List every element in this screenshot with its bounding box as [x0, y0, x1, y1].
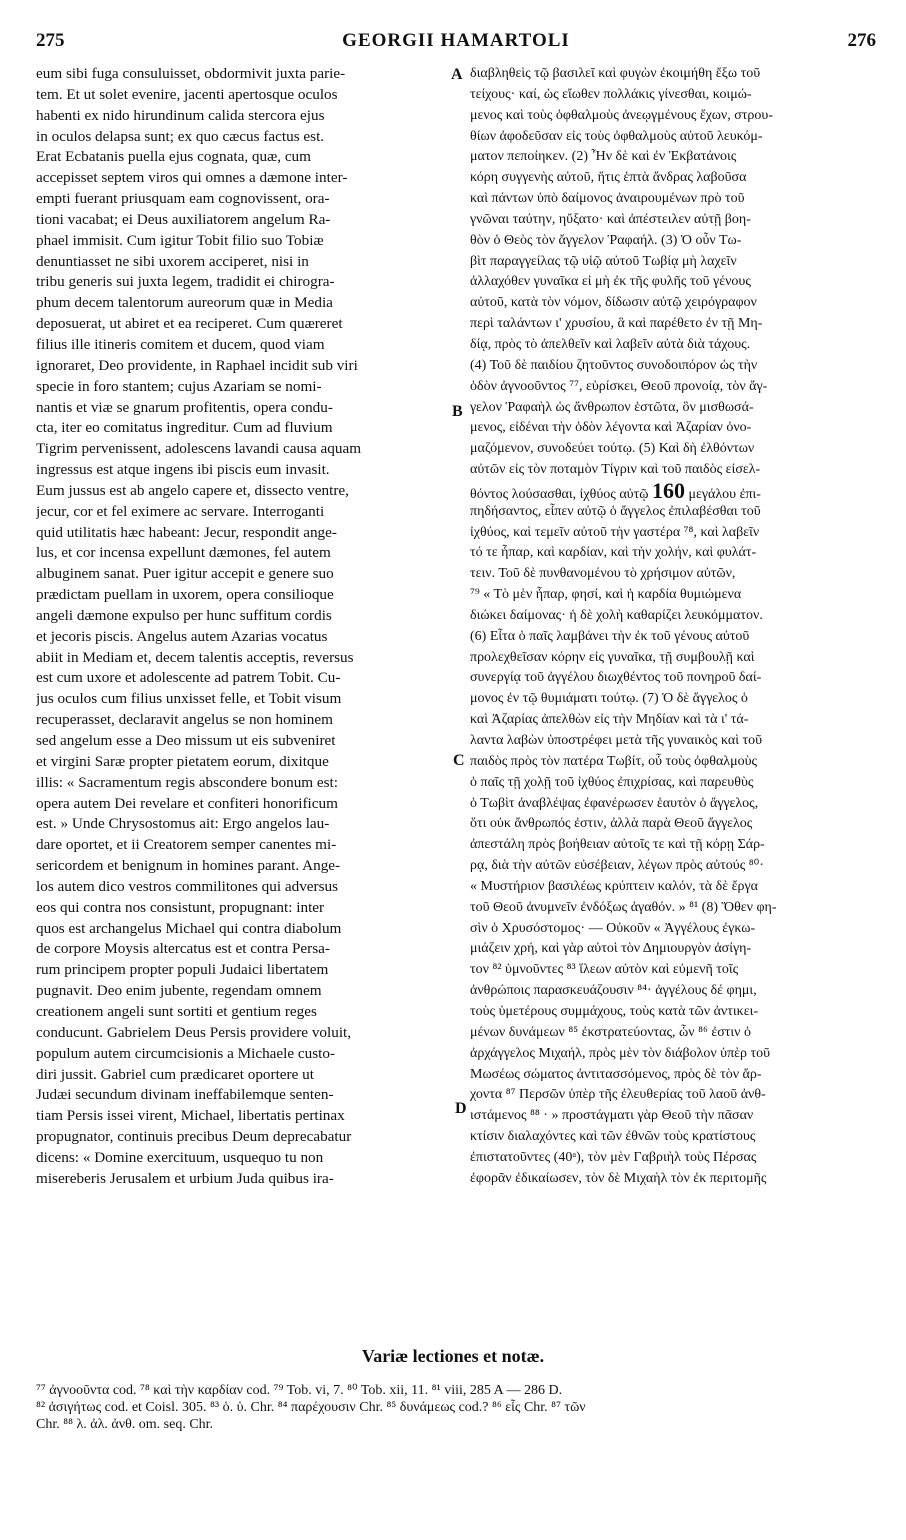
latin-text-line: eum sibi fuga consuluisset, obdormivit juxta parie-	[36, 65, 346, 82]
inline-page-number: 160	[651, 480, 685, 502]
greek-text-line: ὁ παῖς τῇ χολῇ τοῦ ἰχθύος ἐπιχρίσας, καὶ παρευθὺς	[470, 774, 754, 790]
running-title: GEORGII HAMARTOLI	[342, 30, 570, 51]
greek-text-line: (4) Τοῦ δὲ παιδίου ζητοῦντος συνοδοιπόρον ὡς τὴν	[470, 357, 758, 373]
latin-text-line: est. » Unde Chrysostomus ait: Ergo angelos lau-	[36, 815, 330, 833]
latin-text-line: populum autem circumcisionis a Michaele custo-	[36, 1044, 336, 1062]
greek-column	[470, 64, 888, 1190]
latin-text-line: misereberis Jerusalem et urbium Juda quibus ira-	[36, 1169, 334, 1187]
latin-text-line: ingressus est atque ingens ibi piscis eum invasit.	[36, 461, 330, 479]
latin-text-line: pugnavit. Deo enim jubente, regendam omnem	[36, 982, 322, 1000]
greek-text-line: αὐτοῦ, κατὰ τὸν νόμον, δίδωσιν αὐτῷ χειρόγραφον	[470, 295, 757, 311]
margin-marker-c: C	[453, 752, 465, 769]
latin-text-line: Judæi secundum divinam ineffabilemque senten-	[36, 1086, 334, 1104]
greek-text-line: διώκει δαίμονας· ἡ δὲ χολὴ καθαρίζει λευκόμματον.	[470, 607, 763, 623]
greek-text-line: μιάζειν χρή, καὶ γὰρ αὐτοὶ τὸν Δημιουργὸν ἀσίγη-	[470, 941, 752, 957]
greek-text-line: καὶ πάντων ὑπὸ δαίμονος ἀναιρουμένων πρὸ τοῦ	[470, 191, 745, 207]
greek-text-line: ἐπιστατοῦντες (40ᵃ), τὸν μὲν Γαβριὴλ τοὺς Πέρσας	[470, 1149, 757, 1165]
margin-marker-a: A	[451, 66, 463, 83]
page-header	[36, 30, 876, 64]
latin-text-line: Eum jussus est ab angelo capere et, dissecto ventre,	[36, 481, 349, 499]
page-number-left: 275	[36, 30, 65, 51]
latin-text-line: jecur, cor et fel eximere ac servare. Interroganti	[36, 502, 325, 520]
greek-text-line: « Μυστήριον βασιλέως κρύπτειν καλόν, τὰ δὲ ἔργα	[470, 878, 759, 894]
greek-text-line: περὶ ταλάντων ι' χρυσίου, ἃ καὶ παρέθετο ἐν τῇ Μη-	[470, 316, 763, 332]
latin-text-line: denuntiasset ne sibi uxorem acciperet, nisi in	[36, 252, 309, 270]
greek-text-line: ἐφορᾶν ἐδικαίωσεν, τὸν δὲ Μιχαὴλ τὸν ἐκ περιτομῆς	[470, 1170, 767, 1186]
greek-text-line: ρᾳ, διὰ τὴν αὐτῶν εὐσέβειαν, λέγων πρὸς αὐτούς ⁸⁰·	[470, 858, 764, 874]
greek-text-line: ἰχθύος, καὶ τεμεῖν αὐτοῦ τὴν γαστέρα ⁷⁸, καὶ λαβεῖν	[470, 524, 760, 540]
greek-text-line: θίων ἀφοδεῦσαν εἰς τοὺς ὀφθαλμοὺς αὐτοῦ λευκόμ-	[470, 128, 763, 144]
greek-text-line: προλεχθεῖσαν κόρην εἰς γυναῖκα, τῇ συμβουλῇ καὶ	[470, 649, 755, 665]
latin-text-line: et jecoris piscis. Angelus autem Azarias vocatus	[36, 627, 328, 645]
latin-text-line: conducunt. Gabrielem Deus Persis providere voluit,	[36, 1023, 352, 1041]
latin-text-line: ignoraret, Deo providente, in Raphael incidit sub viri	[36, 356, 358, 374]
latin-text-line: dare oportet, et ii Creatorem semper canentes mi-	[36, 836, 337, 854]
latin-text-line: filius ille itineris comitem et ducem, quod viam	[36, 335, 325, 353]
greek-text-line: αὐτῶν εἰς τὸν ποταμὸν Τίγριν καὶ τοῦ παιδὸς εἰσελ-	[470, 462, 761, 478]
greek-text-line: ὅτι οὐκ ἄνθρωπός ἐστιν, ἀλλὰ παρὰ Θεοῦ ἄγγελος	[470, 816, 753, 832]
latin-text-line: opera autem Dei revelare et confiteri honorificum	[36, 794, 338, 812]
latin-text-line: empti fuerant priusquam eam cognovissent, ora-	[36, 190, 330, 208]
greek-text-line: θὸν ὁ Θεὸς τὸν ἄγγελον Ῥαφαήλ. (3) Ὁ οὖν Τω-	[470, 232, 742, 248]
greek-text-line: χοντα ⁸⁷ Περσῶν ὑπὲρ τῆς ἐλευθερίας τοῦ λαοῦ ἀνθ-	[470, 1087, 766, 1103]
greek-text-line: γνῶναι ταύτην, ηὔξατο· καὶ ἀπέστειλεν αὐτῇ βοη-	[470, 211, 751, 227]
greek-text-line: ὁ Τωβὶτ ἀναβλέψας ἐφανέρωσεν ἑαυτὸν ὁ ἄγγελος,	[470, 795, 759, 811]
greek-text-line: ἀρχάγγελος Μιχαήλ, πρὸς μὲν τὸν διάβολον ὑπὲρ τοῦ	[470, 1045, 771, 1061]
greek-text-line: πηδήσαντος, εἶπεν αὐτῷ ὁ ἄγγελος ἐπιλαβέσθαι τοῦ	[470, 503, 761, 519]
latin-text-line: prædictam puellam in uxorem, opera consilioque	[36, 586, 334, 604]
latin-text-line: accepisset septem viros qui omnes a dæmone inter-	[36, 169, 348, 187]
latin-text-line: quos est archangelus Michael qui contra diabolum	[36, 919, 342, 937]
greek-text-line: δίᾳ, πρὸς τὸ ἀπελθεῖν καὶ λαβεῖν αὐτὰ διὰ τάχους.	[470, 336, 751, 352]
greek-text-line: σὶν ὁ Χρυσόστομος· — Οὐκοῦν « Ἀγγέλους ἐγκω-	[470, 920, 756, 936]
latin-text-line: phum decem talentorum aureorum quæ in Media	[36, 294, 333, 312]
latin-text-line: recuperasset, declaravit angelus se non hominem	[36, 711, 333, 729]
margin-marker-b: B	[452, 403, 463, 420]
greek-text-line: κόρη συγγενὴς αὐτοῦ, ἥτις ἑπτὰ ἄνδρας λαβοῦσα	[470, 170, 747, 186]
latin-text-line: sed angelum esse a Deo missum ut eis subveniret	[36, 732, 336, 749]
latin-text-line: Tigrim pervenissent, adolescens lavandi causa aquam	[36, 440, 362, 458]
latin-text-line: eos qui contra nos consistunt, propugnant: inter	[36, 898, 325, 916]
latin-text-line: rum principem propter populi Judaici libertatem	[36, 961, 329, 979]
greek-text-line: λαντα λαβὼν ὑποστρέφει μετὰ τῆς γυναικὸς καὶ τοῦ	[470, 733, 763, 748]
note-line: ⁸² ἀσιγήτως cod. et Coisl. 305. ⁸³ ὁ. ὑ. Chr. ⁸⁴ παρέχουσιν Chr. ⁸⁵ δυνάμεως cod.? ⁸⁶ εἷς Chr. ⁸⁷ τῶν	[36, 1400, 586, 1415]
latin-text-line: tiam Persis issei virent, Michael, libertatis pertinax	[36, 1107, 345, 1125]
notes-block	[36, 1382, 886, 1433]
latin-text-line: specie in foro stantem; cujus Azariam se nomi-	[36, 377, 322, 395]
greek-text-line: ματον πεποίηκεν. (2) Ἦν δὲ καὶ ἐν Ἐκβατάνοις	[470, 149, 737, 165]
greek-text-line: συνεργίᾳ τοῦ ἀγγέλου διωχθέντος τοῦ πονηροῦ δαί-	[470, 670, 762, 686]
latin-text-line: nantis et viæ se gnarum profitentis, opera condu-	[36, 398, 333, 416]
latin-text-line: jus oculos cum filius unxisset felle, et Tobit visum	[36, 690, 342, 708]
latin-text-line: tem. Et ut solet evenire, jacenti apertosque oculos	[36, 85, 338, 103]
latin-text-line: propugnator, continuis precibus Deum deprecabatur	[36, 1128, 352, 1146]
latin-text-line: tioni vacabat; ei Deus auxiliatorem angelum Ra-	[36, 210, 331, 228]
latin-text-line: deposuerat, ut abiret et ea reciperet. Cum quæreret	[36, 315, 343, 333]
greek-text-line: καὶ Ἀζαρίας ἀπελθὼν εἰς τὴν Μηδίαν καὶ τὰ ι' τά-	[470, 712, 749, 728]
greek-text-line: ⁷⁹ « Τὸ μὲν ἧπαρ, φησί, καὶ ἡ καρδία θυμιώμενα	[470, 587, 742, 603]
margin-marker-d: D	[455, 1100, 467, 1117]
latin-text-line: habenti ex nido hirundinum calida stercora ejus	[36, 106, 325, 124]
greek-text-line: μαζόμενον, συνοδεύει τούτῳ. (5) Καὶ δὴ ἐλθόντων	[470, 441, 755, 457]
latin-text-line: est cum uxore et adolescente ad patrem Tobit. Cu-	[36, 669, 341, 687]
greek-text-line: τό τε ἧπαρ, καὶ καρδίαν, καὶ τὴν χολήν, καὶ φυλάτ-	[470, 545, 757, 561]
greek-text-line: βὶτ παραγγείλας τῷ υἱῷ αὐτοῦ Τωβίᾳ μὴ λαχεῖν	[470, 253, 737, 269]
latin-text-line: los autem dico vestros commilitones qui adversus	[36, 877, 339, 895]
latin-text-line: illis: « Sacramentum regis abscondere bonum est:	[36, 773, 338, 791]
latin-text-line: et virgini Saræ propter pietatem eorum, dixitque	[36, 752, 329, 770]
latin-text-line: phael immisit. Cum igitur Tobit filio suo Tobiæ	[36, 231, 324, 249]
note-line: ⁷⁷ ἀγνοοῦντα cod. ⁷⁸ καὶ τὴν καρδίαν cod. ⁷⁹ Tob. vi, 7. ⁸⁰ Tob. xii, 11. ⁸¹ viii, 285 A — 286 D.	[36, 1383, 563, 1398]
latin-text-line: sericordem et benignum in homines parant. Ange-	[36, 857, 341, 875]
greek-text-line: μενος, εἰδέναι τὴν ὁδὸν λέγοντα καὶ Ἀζαρίαν ὀνο-	[470, 420, 752, 436]
greek-text-line: μονος ἐν τῷ θυμιάματι τούτῳ. (7) Ὁ δὲ ἄγγελος ὁ	[470, 691, 748, 707]
latin-text-line: Erat Ecbatanis puella ejus cognata, quæ, cum	[36, 148, 311, 166]
greek-text-line: ἀπεστάλη πρὸς βοήθειαν αὐτοῖς τε καὶ τῇ κόρῃ Σάρ-	[470, 837, 765, 853]
greek-text-line: τοὺς ὑμετέρους συμμάχους, τοὺς κατὰ τῶν ἀντικει-	[470, 1003, 759, 1019]
latin-column	[36, 64, 448, 1190]
greek-text-line: τοῦ Θεοῦ ἀνυμνεῖν ἐνδόξως ἀγαθόν. » ⁸¹ (8) Ὅθεν φη-	[470, 899, 777, 915]
page-number-right: 276	[847, 30, 876, 51]
greek-text-line: τον ⁸² ὑμνοῦντες ⁸³ ἵλεων αὐτὸν καὶ εὐμενῆ τοῖς	[470, 962, 739, 978]
greek-text-line: ιστάμενος ⁸⁸ · » προστάγματι γὰρ Θεοῦ τὴν πᾶσαν	[470, 1108, 754, 1124]
latin-text-line: tribu generis sui juxta legem, tradidit ei chirogra-	[36, 273, 335, 291]
notes-title: Variæ lectiones et notæ.	[361, 1346, 545, 1366]
greek-text-line: ἀνθρώποις παρασκευάζουσιν ⁸⁴· ἀγγέλους δέ φημι,	[470, 983, 757, 999]
latin-text-line: de corpore Moysis altercatus est et contra Persa-	[36, 940, 330, 958]
greek-text-line: μένων δυνάμεων ⁸⁵ ἐκστρατεύοντας, ὧν ⁸⁶ ἐστιν ὁ	[470, 1024, 751, 1040]
note-line: Chr. ⁸⁸ λ. ἀλ. ἀνθ. om. seq. Chr.	[36, 1417, 214, 1432]
greek-text-line: παιδὸς πρὸς τὸν πατέρα Τωβίτ, οὗ τοὺς ὀφθαλμοὺς	[470, 753, 758, 769]
greek-text-line: θόντος λούσασθαι, ἰχθύος αὐτῷ 160 μεγάλου ἐπι-	[470, 481, 888, 502]
greek-text-line: τείχους· καί, ὡς εἴωθεν πολλάκις γίνεσθαι, κοιμώ-	[470, 86, 752, 102]
latin-text-line: cta, iter eo comitatus ingreditur. Cum ad fluvium	[36, 419, 333, 437]
latin-text-line: lus, et cor incensa expellunt dæmones, fel autem	[36, 544, 331, 562]
latin-text-line: in oculos delapsa sunt; ex quo cæcus factus est.	[36, 127, 325, 145]
latin-text-line: diri jussit. Gabriel cum prædicaret oportere ut	[36, 1065, 314, 1083]
latin-text-line: quid utilitatis hæc habeant: Jecur, respondit ange-	[36, 523, 337, 541]
latin-text-line: albuginem sanat. Puer igitur accepit e genere suo	[36, 565, 334, 583]
greek-text-line: κτίσιν διαλαχόντες καὶ τῶν ἐθνῶν τοὺς κρατίστους	[470, 1129, 756, 1145]
latin-text-line: dicens: « Domine exercituum, usquequo tu non	[36, 1148, 324, 1166]
latin-text-line: abiit in Mediam et, decem talentis acceptis, reversus	[36, 648, 354, 666]
greek-text-line: ἀλλαχόθεν γυναῖκα εἰ μὴ ἐκ τῆς φυλῆς τοῦ γένους	[470, 274, 751, 290]
greek-text-line: γελον Ῥαφαὴλ ὡς ἄνθρωπον ἑστῶτα, ὃν μισθωσά-	[470, 399, 754, 415]
latin-text-line: creationem angeli sunt sortiti et gentium reges	[36, 1002, 317, 1020]
greek-text-line: διαβληθεὶς τῷ βασιλεῖ καὶ φυγὼν ἐκοιμήθη ἔξω τοῦ	[470, 66, 761, 81]
greek-text-line: Μωσέως σώματος ἀντιτασσόμενος, πρὸς δὲ τὸν ἄρ-	[470, 1066, 762, 1082]
greek-text-line: (6) Εἶτα ὁ παῖς λαμβάνει τὴν ἐκ τοῦ γένους αὐτοῦ	[470, 628, 750, 644]
latin-text-line: angeli dæmone expulso per hunc suffitum cordis	[36, 606, 332, 624]
greek-text-line: μενος καὶ τοὺς ὀφθαλμοὺς ἀνεῳγμένους ἔχων, στρου-	[470, 107, 774, 123]
greek-text-line: ὁδὸν ἀγνοοῦντος ⁷⁷, εὑρίσκει, Θεοῦ προνοίᾳ, τὸν ἄγ-	[470, 378, 768, 394]
greek-text-line: τειν. Τοῦ δὲ πυνθανομένου τὸ χρήσιμον αὐτῶν,	[470, 566, 736, 582]
